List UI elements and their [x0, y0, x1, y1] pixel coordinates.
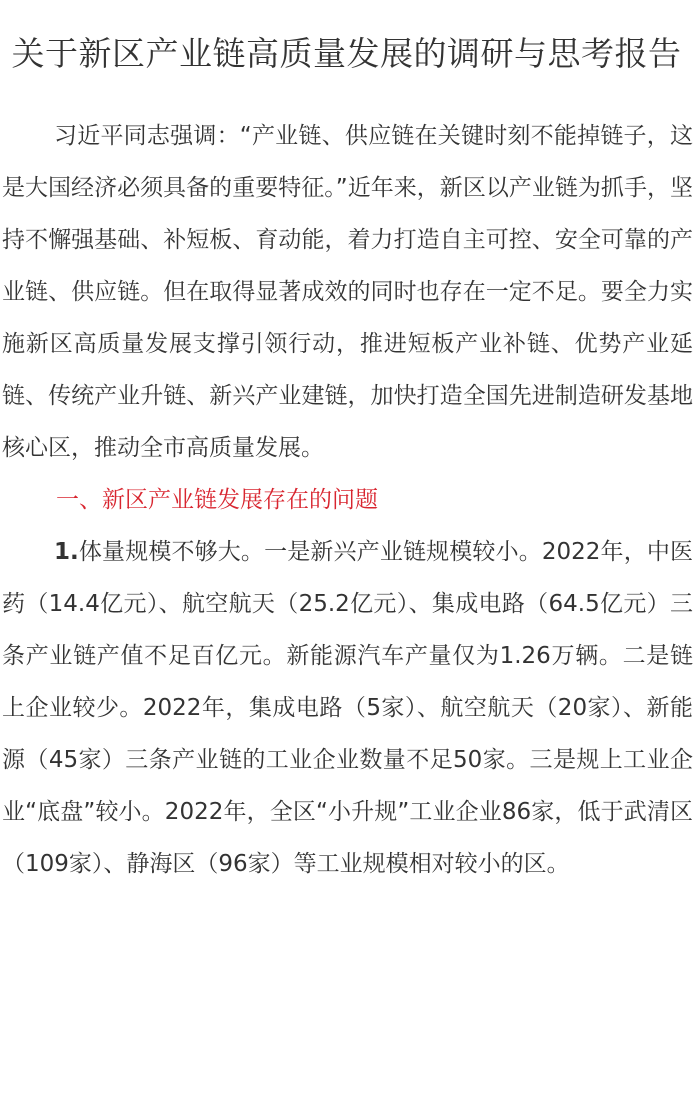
- item-1-text: 体量规模不够大。一是新兴产业链规模较小。2022年，中医药（14.4亿元）、航空航天（25.2亿元）、集成电路（64.5亿元）三条产业链产值不足百亿元。新能源汽车产量仅为1.26万辆。二是链上企业较少。2022年，集成电路（5家）、航空航天（20家）、新能源（45家）三条产业链的工业企业数量不足50家。三是规上工业企业“底盘”较小。2022年，全区“小升规”工业企业86家，低于武清区（109家）、静海区（96家）等工业规模相对较小的区。: [2, 539, 693, 877]
- item-1-number: 1.: [54, 539, 79, 565]
- document-body: [0, 110, 693, 890]
- document-title: 关于新区产业链高质量发展的调研与思考报告: [11, 34, 682, 73]
- section-heading: 一、新区产业链发展存在的问题: [56, 487, 378, 513]
- intro-paragraph: 习近平同志强调：“产业链、供应链在关键时刻不能掉链子，这是大国经济必须具备的重要特征。”近年来，新区以产业链为抓手，坚持不懈强基础、补短板、育动能，着力打造自主可控、安全可靠的产业链、供应链。但在取得显著成效的同时也存在一定不足。要全力实施新区高质量发展支撑引领行动，推进短板产业补链、优势产业延链、传统产业升链、新兴产业建链，加快打造全国先进制造研发基地核心区，推动全市高质量发展。: [2, 123, 693, 461]
- item-1-paragraph: [0, 526, 693, 890]
